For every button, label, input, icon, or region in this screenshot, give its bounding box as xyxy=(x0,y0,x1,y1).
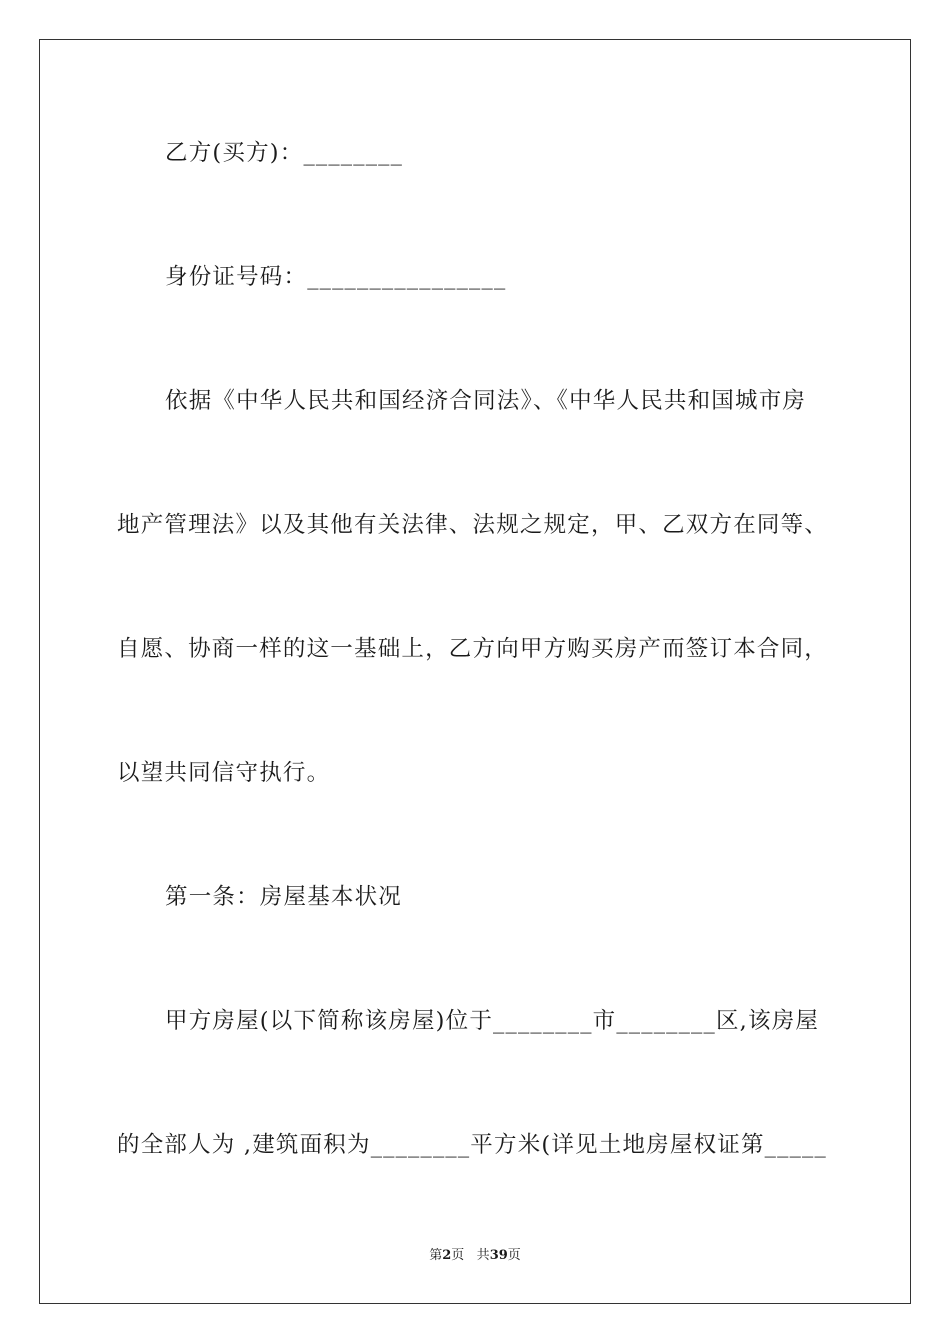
page-number: 2 xyxy=(442,1248,452,1263)
paragraph-line-3: 自愿、协商一样的这一基础上，乙方向甲方购买房产而签订本合同， xyxy=(117,636,829,662)
article-line-1: 甲方房屋(以下简称该房屋)位于________市________区,该房屋 xyxy=(165,1008,820,1034)
page-suffix: 页 xyxy=(451,1248,465,1263)
id-number-line: 身份证号码：________________ xyxy=(165,264,507,290)
page-frame xyxy=(39,39,911,1304)
article-line-2: 的全部人为 ,建筑面积为________平方米(详见土地房屋权证第_____ xyxy=(117,1132,827,1158)
paragraph-line-4: 以望共同信守执行。 xyxy=(117,760,331,786)
paragraph-line-2: 地产管理法》以及其他有关法律、法规之规定，甲、乙双方在同等、 xyxy=(117,512,829,538)
total-suffix: 页 xyxy=(507,1248,521,1263)
buyer-line: 乙方(买方)：________ xyxy=(165,140,404,166)
page-prefix: 第 xyxy=(429,1248,443,1263)
total-prefix: 共 xyxy=(476,1248,490,1263)
article-heading: 第一条：房屋基本状况 xyxy=(165,884,403,910)
total-pages: 39 xyxy=(489,1248,508,1263)
page-footer xyxy=(0,1246,950,1266)
paragraph-line-1: 依据《中华人民共和国经济合同法》、《中华人民共和国城市房 xyxy=(165,388,807,414)
